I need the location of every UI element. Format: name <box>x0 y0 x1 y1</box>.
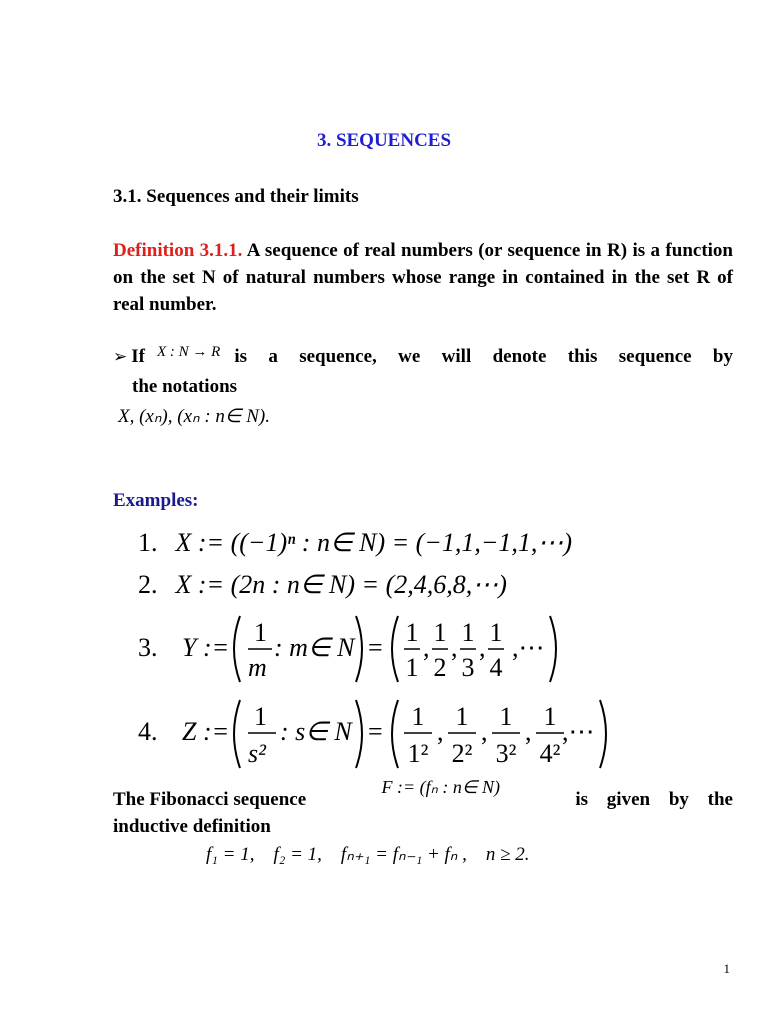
equals-sign: = <box>368 717 383 746</box>
bullet-line <box>113 346 733 368</box>
example-4 <box>130 692 630 778</box>
example-3-number: 3. <box>138 633 158 662</box>
equals-sign: = <box>368 633 383 662</box>
definition-text: A sequence of real numbers (or sequence in R) is a function on the set N of natural numbers whose range in contained in the set R of real number. <box>113 240 734 315</box>
example-4-number: 4. <box>138 717 158 746</box>
left-paren <box>234 616 240 682</box>
examples-heading: Examples: <box>113 490 199 511</box>
ellipsis: ,⋯ <box>512 633 545 662</box>
example-3-lhs: Y := <box>182 633 230 662</box>
sequence-term-numerator: 1 <box>543 702 557 731</box>
example-3-frac-den: m <box>248 653 267 682</box>
example-2-expression: X := (2n : n∈ N) = (2,4,6,8,⋯) <box>175 570 507 599</box>
sequence-term-numerator: 1 <box>411 702 425 731</box>
sequence-term-denominator: 4² <box>539 739 561 768</box>
example-4-sequence <box>404 702 564 768</box>
left-paren <box>392 616 398 682</box>
example-3-sequence <box>404 618 504 682</box>
bullet-math: X : N → R <box>156 344 221 360</box>
page-number: 1 <box>723 961 730 976</box>
sequence-term-numerator: 1 <box>461 618 475 647</box>
sequence-comma: , <box>525 717 532 746</box>
fibonacci-text-c: inductive definition <box>113 816 271 837</box>
right-paren <box>356 700 362 768</box>
arrow-bullet-icon: ➢ <box>113 347 128 367</box>
sequence-term-denominator: 3 <box>461 653 475 682</box>
right-paren <box>550 616 556 682</box>
left-paren <box>234 700 240 768</box>
example-1-expression: X := ((−1)ⁿ : n∈ N) = (−1,1,−1,1,⋯) <box>175 528 573 557</box>
fibonacci-text-a: The Fibonacci sequence <box>113 789 307 810</box>
left-paren <box>392 700 398 768</box>
section-heading: 3.1. Sequences and their limits <box>113 186 359 207</box>
sequence-term-numerator: 1 <box>499 702 513 731</box>
definition-label: Definition 3.1.1. <box>113 240 243 261</box>
example-4-frac-num: 1 <box>254 702 267 731</box>
sequence-comma: , <box>437 717 444 746</box>
example-3-frac-num: 1 <box>254 618 267 647</box>
example-3-condition: : m∈ N <box>274 633 355 662</box>
fibonacci-definition: f₁ = 1, f₂ = 1, fₙ₊₁ = fₙ₋₁ + fₙ , n ≥ 2. <box>206 844 530 865</box>
fibonacci-math: F := (fₙ : n∈ N) <box>381 777 501 797</box>
right-paren <box>356 616 362 682</box>
sequence-notation: X, (xₙ), (xₙ : n∈ N). <box>118 406 270 427</box>
fibonacci-line <box>113 777 733 811</box>
example-1 <box>138 528 572 558</box>
sequence-term-numerator: 1 <box>489 618 503 647</box>
page-title: 3. SEQUENCES <box>316 130 452 151</box>
fibonacci-text-b: is given by the <box>575 789 733 810</box>
sequence-term-denominator: 2² <box>451 739 473 768</box>
bullet-if: If <box>131 346 145 367</box>
sequence-term-denominator: 3² <box>495 739 517 768</box>
sequence-term-denominator: 2 <box>433 653 447 682</box>
bullet-text: is a sequence, we will denote this sequence by <box>234 346 733 367</box>
sequence-term-numerator: 1 <box>455 702 469 731</box>
bullet-text-continued: the notations <box>132 376 238 397</box>
example-3 <box>130 608 580 690</box>
sequence-term-numerator: 1 <box>433 618 447 647</box>
right-paren <box>600 700 606 768</box>
sequence-term-denominator: 1 <box>405 653 419 682</box>
example-2-number: 2. <box>138 570 158 599</box>
ellipsis: ,⋯ <box>562 717 595 746</box>
example-4-condition: : s∈ N <box>280 717 352 746</box>
sequence-comma: , <box>479 633 486 662</box>
sequence-comma: , <box>423 633 430 662</box>
definition-block <box>113 237 733 318</box>
sequence-term-numerator: 1 <box>405 618 419 647</box>
sequence-term-denominator: 1² <box>407 739 429 768</box>
sequence-comma: , <box>481 717 488 746</box>
sequence-comma: , <box>451 633 458 662</box>
example-4-frac-den: s² <box>248 739 266 768</box>
sequence-term-denominator: 4 <box>489 653 503 682</box>
example-1-number: 1. <box>138 528 158 557</box>
example-4-lhs: Z := <box>182 717 230 746</box>
example-2 <box>138 570 507 600</box>
